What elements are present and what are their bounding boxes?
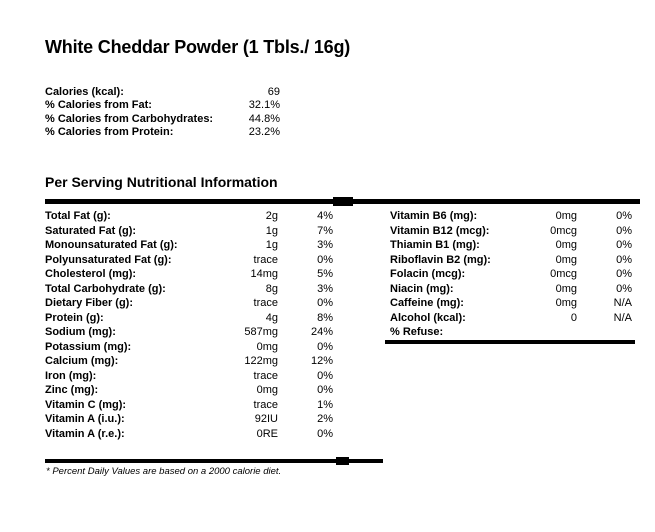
nutrient-daily-value: 4% <box>317 210 333 222</box>
divider-bar-bottom <box>45 459 383 463</box>
divider-bar-right-column <box>385 340 635 344</box>
nutrient-daily-value: 12% <box>310 355 333 367</box>
nutrient-daily-value: 0% <box>317 427 333 440</box>
nutrient-row <box>390 224 632 239</box>
nutrient-amount: 0mg <box>555 282 577 295</box>
nutrient-daily-value: 5% <box>317 268 333 280</box>
calories-summary-row <box>45 86 280 99</box>
nutrient-label: Vitamin B12 (mcg): <box>390 224 490 237</box>
nutrient-label: Caffeine (mg): <box>390 297 464 309</box>
nutrient-label: Niacin (mg): <box>390 282 454 295</box>
nutrient-amount: 0RE <box>256 427 278 440</box>
nutrient-amount: 0mg <box>256 340 278 353</box>
nutrient-row <box>390 311 632 326</box>
nutrient-label: Potassium (mg): <box>45 340 132 353</box>
daily-values-footnote: * Percent Daily Values are based on a 2000 calorie diet. <box>46 466 282 477</box>
nutrient-row <box>45 427 333 442</box>
nutrient-label: Total Fat (g): <box>45 210 111 222</box>
calories-row-label: % Calories from Carbohydrates: <box>45 112 214 125</box>
nutrient-amount: 0mcg <box>550 224 577 237</box>
nutrient-daily-value <box>577 325 632 340</box>
nutrient-label: Vitamin A (i.u.): <box>45 413 125 425</box>
nutrient-row <box>45 267 333 282</box>
nutrient-daily-value: 0% <box>317 369 333 382</box>
calories-row-label: Calories (kcal): <box>45 86 124 98</box>
nutrient-row <box>45 369 333 384</box>
nutrient-row <box>45 398 333 413</box>
nutrient-label: Cholesterol (mg): <box>45 268 137 280</box>
nutrient-row <box>390 209 632 224</box>
nutrient-label: Vitamin B6 (mg): <box>390 210 478 222</box>
nutrient-row <box>45 238 333 253</box>
nutrient-daily-value: 2% <box>317 413 333 425</box>
nutrient-label: Dietary Fiber (g): <box>45 297 134 309</box>
divider-bar-top <box>45 199 640 204</box>
nutrient-daily-value: 0% <box>616 268 632 280</box>
nutrient-daily-value: 8% <box>317 311 333 324</box>
nutrient-amount: 92IU <box>254 413 278 425</box>
nutrient-amount: trace <box>253 369 278 382</box>
nutrient-column-right <box>390 209 632 340</box>
calories-summary-row <box>45 113 280 126</box>
nutrient-amount: 0mcg <box>550 268 577 280</box>
nutrient-daily-value: N/A <box>613 297 632 309</box>
calories-row-label: % Calories from Protein: <box>45 125 174 138</box>
nutrient-row <box>45 253 333 268</box>
nutrient-daily-value: 0% <box>317 297 333 309</box>
nutrient-daily-value: N/A <box>613 311 632 324</box>
nutrient-amount: trace <box>253 253 278 266</box>
nutrient-label: % Refuse: <box>390 326 444 338</box>
nutrient-row <box>45 311 333 326</box>
nutrient-amount: 2g <box>265 210 278 222</box>
calories-row-value: 44.8% <box>248 112 280 125</box>
calories-row-label: % Calories from Fat: <box>45 99 152 112</box>
nutrient-amount: 0mg <box>555 297 577 309</box>
nutrient-row <box>45 383 333 398</box>
nutrient-amount: 0mg <box>555 239 577 251</box>
nutrient-daily-value: 0% <box>317 253 333 266</box>
nutrient-daily-value: 0% <box>616 282 632 295</box>
nutrient-amount: 1g <box>265 239 278 251</box>
nutrient-amount: 0mg <box>555 253 577 266</box>
divider-notch-bottom <box>336 457 349 465</box>
nutrient-daily-value: 24% <box>310 326 333 338</box>
nutrient-label: Alcohol (kcal): <box>390 311 466 324</box>
nutrient-row <box>390 267 632 282</box>
nutrient-label: Polyunsaturated Fat (g): <box>45 253 172 266</box>
nutrient-amount: trace <box>253 297 278 309</box>
nutrient-label: Sodium (mg): <box>45 326 116 338</box>
calories-row-value: 32.1% <box>248 99 280 112</box>
nutrient-daily-value: 7% <box>317 224 333 237</box>
nutrient-label: Thiamin B1 (mg): <box>390 239 480 251</box>
nutrient-daily-value: 3% <box>317 239 333 251</box>
nutrient-row <box>390 325 632 340</box>
nutrient-row <box>390 296 632 311</box>
nutrient-row <box>45 325 333 340</box>
nutrient-column-left <box>45 209 333 441</box>
page-title: White Cheddar Powder (1 Tbls./ 16g) <box>45 37 351 57</box>
nutrient-row <box>45 296 333 311</box>
nutrient-row <box>45 209 333 224</box>
section-heading: Per Serving Nutritional Information <box>45 174 278 190</box>
nutrient-label: Folacin (mcg): <box>390 268 466 280</box>
calories-row-value: 69 <box>267 86 280 98</box>
nutrient-label: Vitamin C (mg): <box>45 398 127 411</box>
nutrient-row <box>45 340 333 355</box>
nutrient-daily-value: 0% <box>616 239 632 251</box>
nutrient-row <box>390 253 632 268</box>
nutrient-daily-value: 0% <box>616 224 632 237</box>
nutrient-label: Total Carbohydrate (g): <box>45 282 166 295</box>
nutrient-daily-value: 3% <box>317 282 333 295</box>
nutrient-label: Calcium (mg): <box>45 355 119 367</box>
nutrient-daily-value: 0% <box>317 384 333 396</box>
divider-notch-top <box>333 197 353 206</box>
nutrient-row <box>45 224 333 239</box>
nutrient-row <box>45 354 333 369</box>
nutrient-row <box>390 282 632 297</box>
nutrient-row <box>390 238 632 253</box>
nutrient-daily-value: 0% <box>616 210 632 222</box>
nutrient-daily-value: 1% <box>317 398 333 411</box>
nutrient-label: Iron (mg): <box>45 369 97 382</box>
nutrient-amount: 4g <box>265 311 278 324</box>
nutrient-label: Monounsaturated Fat (g): <box>45 239 178 251</box>
nutrient-label: Vitamin A (r.e.): <box>45 427 125 440</box>
nutrient-row <box>45 412 333 427</box>
nutrient-amount: 587mg <box>244 326 278 338</box>
calories-summary-row <box>45 126 280 139</box>
nutrient-label: Zinc (mg): <box>45 384 99 396</box>
nutrient-amount: 0 <box>570 311 577 324</box>
nutrient-row <box>45 282 333 297</box>
nutrient-amount: 1g <box>265 224 278 237</box>
nutrient-amount <box>507 325 577 340</box>
nutrient-amount: 8g <box>265 282 278 295</box>
nutrient-daily-value: 0% <box>616 253 632 266</box>
nutrient-label: Riboflavin B2 (mg): <box>390 253 491 266</box>
calories-summary <box>45 86 280 139</box>
nutrient-amount: 14mg <box>250 268 278 280</box>
nutrient-label: Protein (g): <box>45 311 104 324</box>
nutrient-amount: 122mg <box>244 355 278 367</box>
calories-row-value: 23.2% <box>248 125 280 138</box>
nutrient-amount: 0mg <box>256 384 278 396</box>
nutrient-amount: trace <box>253 398 278 411</box>
nutrient-daily-value: 0% <box>317 340 333 353</box>
nutrient-label: Saturated Fat (g): <box>45 224 137 237</box>
nutrient-amount: 0mg <box>555 210 577 222</box>
calories-summary-row <box>45 99 280 112</box>
